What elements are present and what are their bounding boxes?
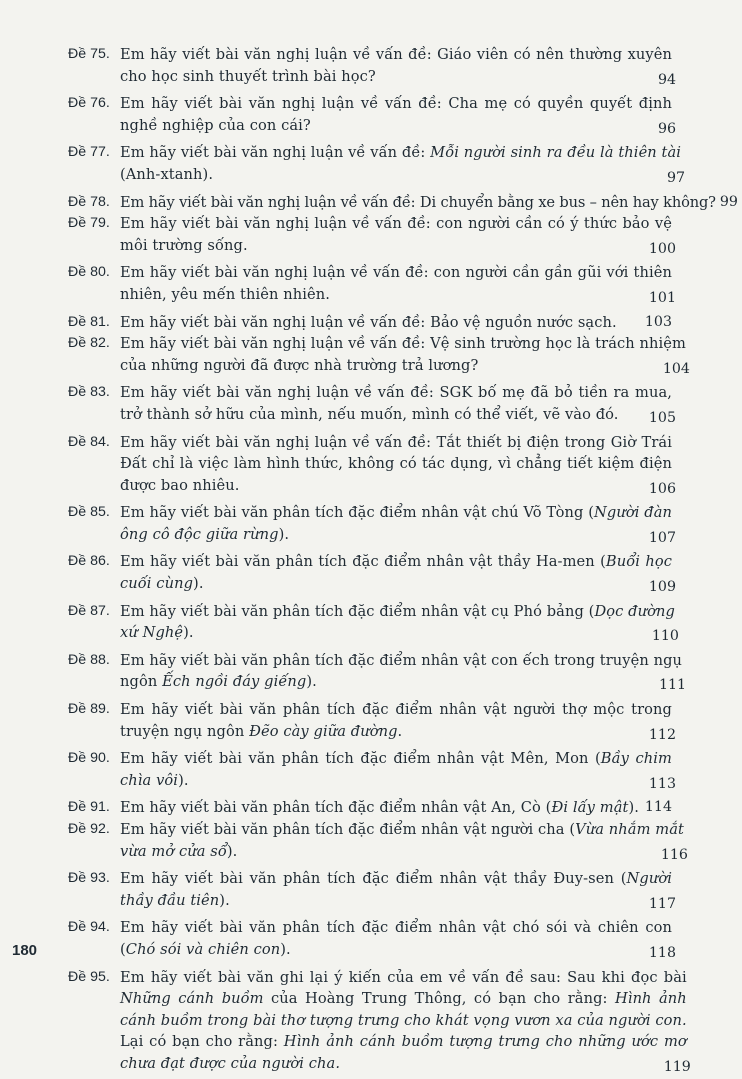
entry-text-line: Em hãy viết bài văn ghi lại ý kiến của em về vấn đề sau: Sau khi đọc bài	[120, 968, 687, 986]
page-number: 180	[12, 942, 38, 959]
page-ref: 106	[648, 480, 676, 497]
toc-entry-77	[68, 142, 686, 186]
entry-number: Đề 82.	[68, 335, 110, 352]
entry-text-line: cuối cùng).	[120, 575, 204, 593]
toc-entry-76	[68, 93, 676, 136]
entry-number: Đề 94.	[68, 919, 110, 936]
entry-text-line: Em hãy viết bài văn nghị luận về vấn đề: Tắt thiết bị điện trong Giờ Trái	[120, 433, 672, 451]
entry-text-line: Em hãy viết bài văn nghị luận về vấn đề: con người cần có ý thức bảo vệ	[120, 215, 672, 233]
entry-text-line: Em hãy viết bài văn phân tích đặc điểm nhân vật con ếch trong truyện ngụ	[120, 651, 683, 669]
entry-text-line: Em hãy viết bài văn nghị luận về vấn đề: Mỗi người sinh ra đều là thiên tài	[120, 144, 682, 162]
page-ref: 116	[660, 846, 688, 863]
page-ref: 113	[648, 775, 676, 792]
page-ref: 99	[719, 193, 738, 210]
entry-text-line: Lại có bạn cho rằng: Hình ảnh cánh buồm tượng trưng cho những ước mơ	[120, 1033, 687, 1051]
entry-text-line: xứ Nghệ).	[120, 624, 194, 642]
page-ref: 101	[648, 289, 676, 306]
page-ref: 94	[657, 71, 676, 88]
page-ref: 100	[648, 240, 676, 257]
entry-number: Đề 80.	[68, 264, 110, 281]
entry-text-line: Em hãy viết bài văn phân tích đặc điểm nhân vật người thợ mộc trong	[120, 701, 672, 719]
entry-text-line: chìa vôi).	[120, 771, 189, 789]
entry-number: Đề 79.	[68, 215, 110, 232]
toc-entry-84	[68, 432, 676, 497]
toc-entry-90	[68, 748, 676, 791]
toc-entry-85	[68, 502, 676, 545]
entry-text-line: nhiên, yêu mến thiên nhiên.	[120, 285, 330, 303]
entry-number: Đề 83.	[68, 384, 110, 401]
entry-text-line: Em hãy viết bài văn phân tích đặc điểm nhân vật chó sói và chiên con	[120, 919, 672, 937]
entry-number: Đề 85.	[68, 504, 110, 521]
entry-number: Đề 77.	[68, 144, 110, 161]
page-ref: 107	[648, 529, 676, 546]
entry-text-line: của những người đã được nhà trường trả lương?	[120, 356, 479, 374]
entry-text-line: chưa đạt được của người cha.	[120, 1054, 341, 1072]
toc-entry-93	[68, 868, 676, 911]
entry-text-line: thầy đầu tiên).	[120, 891, 230, 909]
entry-text-line: truyện ngụ ngôn Đẽo cày giữa đường.	[120, 722, 403, 740]
entry-text-line: (Chó sói và chiên con).	[120, 940, 291, 958]
entry-text-line: trở thành sở hữu của mình, nếu muốn, mình có thể viết, vẽ vào đó.	[120, 405, 619, 423]
entry-text-line: Em hãy viết bài văn nghị luận về vấn đề: con người cần gần gũi với thiên	[120, 264, 672, 282]
entry-number: Đề 86.	[68, 553, 110, 570]
entry-number: Đề 84.	[68, 433, 110, 450]
entry-text-line: Em hãy viết bài văn phân tích đặc điểm nhân vật thầy Đuy-sen (Người	[120, 870, 672, 888]
toc-entry-79	[68, 213, 676, 256]
page-ref: 118	[648, 944, 676, 961]
entry-number: Đề 78.	[68, 193, 110, 210]
toc-entry-75	[68, 44, 676, 87]
entry-text-line: vừa mở cửa sổ).	[120, 842, 238, 860]
toc-entry-91	[68, 797, 676, 819]
entry-text-line: ngôn Ếch ngồi đáy giếng).	[120, 673, 317, 691]
toc-entry-87	[68, 601, 679, 645]
page-ref: 103	[644, 313, 672, 330]
toc-entry-89	[68, 699, 676, 742]
toc-entry-86	[68, 551, 676, 594]
entry-text-line: Em hãy viết bài văn nghị luận về vấn đề: Giáo viên có nên thường xuyên	[120, 46, 672, 63]
entry-text-line: Đất chỉ là việc làm hình thức, không có tác dụng, vì chẳng tiết kiệm điện	[120, 455, 672, 473]
toc-entry-81	[68, 312, 676, 334]
entry-number: Đề 76.	[68, 95, 110, 112]
page-ref: 114	[644, 799, 672, 816]
entry-text-line: nghề nghiệp của con cái?	[120, 116, 311, 134]
entry-text-line: Em hãy viết bài văn nghị luận về vấn đề: SGK bố mẹ đã bỏ tiền ra mua,	[120, 384, 672, 402]
entry-number: Đề 89.	[68, 701, 110, 718]
page-ref: 119	[663, 1058, 691, 1075]
table-of-contents	[68, 44, 738, 1075]
toc-entry-78	[68, 192, 738, 214]
toc-entry-88	[68, 650, 687, 694]
entry-number: Đề 92.	[68, 821, 110, 837]
entry-number: Đề 88.	[68, 651, 110, 668]
entry-number: Đề 91.	[68, 799, 110, 816]
page-ref: 105	[648, 409, 676, 426]
page-ref: 96	[657, 120, 676, 137]
entry-text-line: cho học sinh thuyết trình bài học?	[120, 67, 376, 85]
page-ref: 117	[648, 895, 676, 912]
page-ref: 97	[667, 169, 686, 186]
entry-number: Đề 75.	[68, 46, 110, 62]
entry-number: Đề 81.	[68, 313, 110, 330]
entry-text-line: Em hãy viết bài văn phân tích đặc điểm nhân vật thầy Ha-men (Buổi học	[120, 553, 672, 571]
entry-text-line: ông cô độc giữa rừng).	[120, 525, 290, 543]
entry-text-line: môi trường sống.	[120, 236, 248, 254]
entry-text-line: Em hãy viết bài văn nghị luận về vấn đề: Vệ sinh trường học là trách nhiệm	[120, 335, 686, 353]
entry-text-line: Em hãy viết bài văn phân tích đặc điểm nhân vật Mên, Mon (Bầy chim	[120, 750, 672, 768]
entry-number: Đề 93.	[68, 870, 110, 887]
page-ref: 112	[648, 726, 676, 743]
toc-entry-95	[68, 967, 691, 1075]
entry-text-line: Em hãy viết bài văn nghị luận về vấn đề: Cha mẹ có quyền quyết định	[120, 95, 672, 113]
entry-text-line: cánh buồm trong bài thơ tượng trưng cho khát vọng vươn xa của người con.	[120, 1011, 687, 1029]
page-ref: 109	[648, 579, 676, 596]
entry-number: Đề 90.	[68, 750, 110, 767]
page-ref: 104	[662, 360, 690, 377]
entry-text-line: Những cánh buồm của Hoàng Trung Thông, có bạn cho rằng: Hình ảnh	[120, 990, 687, 1008]
entry-text-line: Em hãy viết bài văn phân tích đặc điểm nhân vật người cha (Vừa nhắm mắt	[120, 821, 684, 838]
toc-entry-82	[68, 333, 690, 377]
entry-text-line: được bao nhiêu.	[120, 476, 240, 494]
entry-text-line	[120, 142, 681, 164]
entry-text-line: Em hãy viết bài văn phân tích đặc điểm nhân vật cụ Phó bảng (Dọc đường	[120, 602, 675, 620]
toc-entry-80	[68, 262, 676, 305]
entry-number: Đề 87.	[68, 602, 110, 619]
toc-entry-92	[68, 819, 688, 863]
entry-text-line: Em hãy viết bài văn phân tích đặc điểm nhân vật chú Võ Tòng (Người đàn	[120, 504, 672, 522]
entry-text-line: Em hãy viết bài văn phân tích đặc điểm nhân vật An, Cò (Đi lấy mật).	[120, 799, 640, 817]
entry-number: Đề 95.	[68, 968, 110, 985]
toc-entry-83	[68, 382, 676, 425]
page-ref: 111	[658, 677, 687, 694]
entry-text-line: Em hãy viết bài văn nghị luận về vấn đề: Bảo vệ nguồn nước sạch.	[120, 313, 617, 331]
toc-entry-94	[68, 917, 676, 960]
entry-text-line: (Anh-xtanh).	[120, 165, 214, 183]
entry-text-line: Em hãy viết bài văn nghị luận về vấn đề: Di chuyển bằng xe bus – nên hay không?	[120, 193, 716, 211]
page-ref: 110	[651, 628, 679, 645]
